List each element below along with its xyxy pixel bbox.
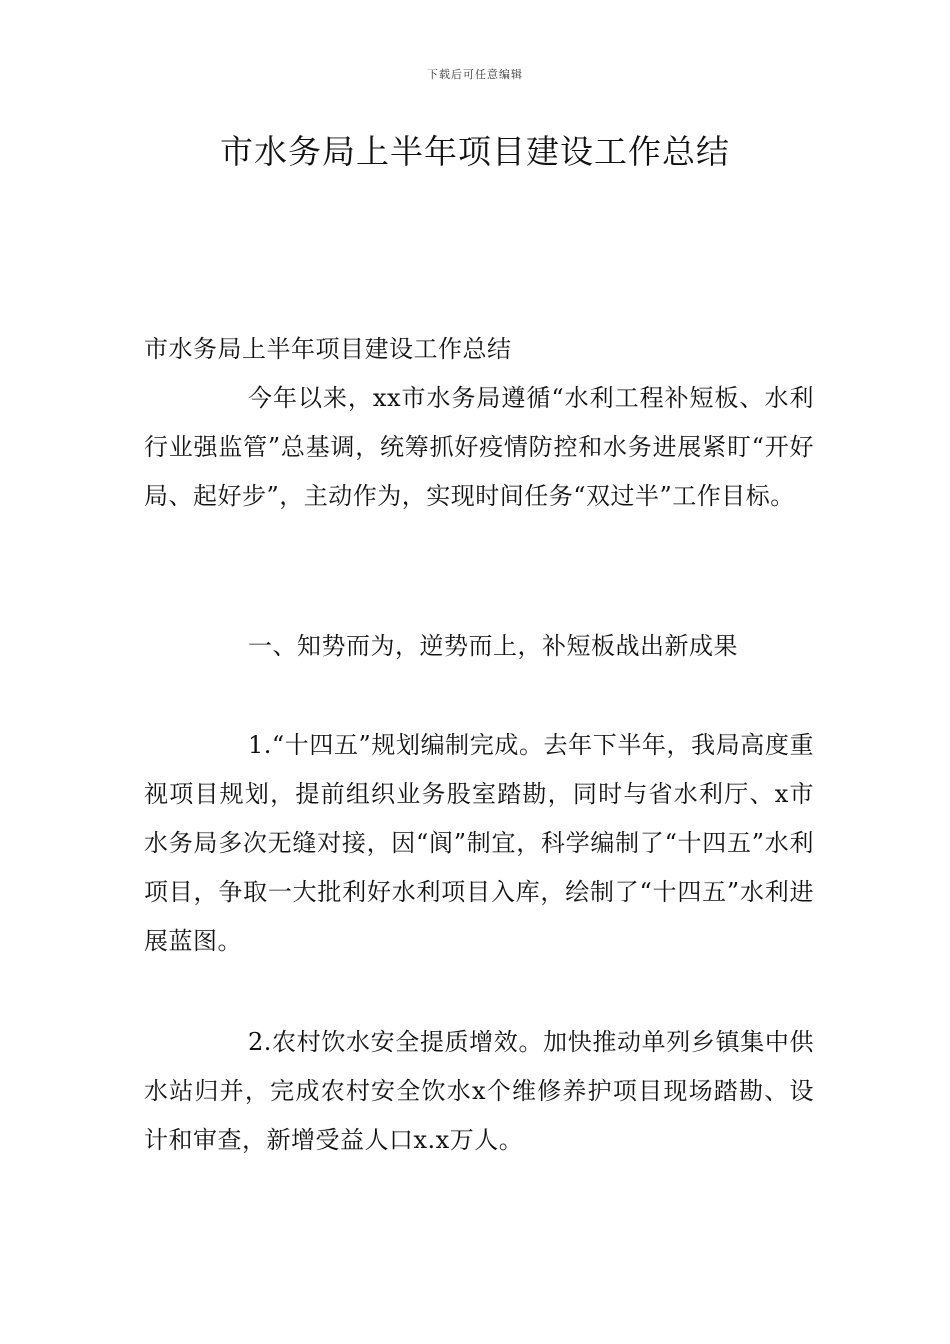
item-paragraph-1: 1.“十四五”规划编制完成。去年下半年，我局高度重视项目规划，提前组织业务股室踏勘，同时与省水利厅、x市水务局多次无缝对接，因“阆”制宜，科学编制了“十四五”水利项目，争取一大批利好水利项目入库，绘制了“十四五”水利进展蓝图。 xyxy=(144,731,814,955)
intro-paragraph: 今年以来，xx市水务局遵循“水利工程补短板、水利行业强监管”总基调，统筹抓好疫情防控和水务进展紧盯“开好局、起好步”，主动作为，实现时间任务“双过半”工作目标。 xyxy=(144,384,814,510)
item-paragraph-2: 2.农村饮水安全提质增效。加快推动单列乡镇集中供水站归并，完成农村安全饮水x个维修养护项目现场踏勘、设计和审查，新增受益人口x.x万人。 xyxy=(144,1028,814,1154)
download-note: 下载后可任意编辑 xyxy=(427,68,523,81)
document-subtitle: 市水务局上半年项目建设工作总结 xyxy=(144,335,512,363)
document-title: 市水务局上半年项目建设工作总结 xyxy=(220,132,730,171)
section-heading: 一、知势而为，逆势而上，补短板战出新成果 xyxy=(248,632,738,660)
